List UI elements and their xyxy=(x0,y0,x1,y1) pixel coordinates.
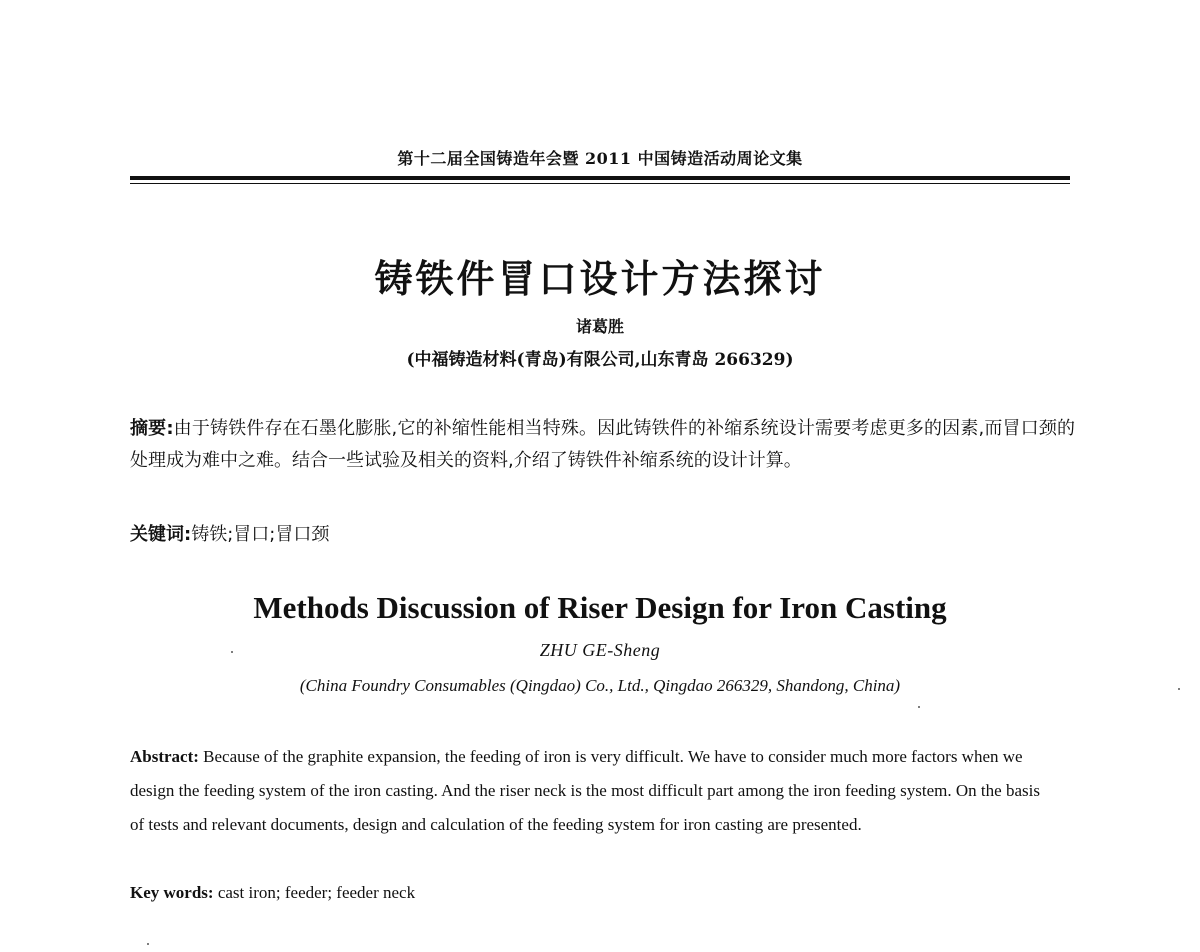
english-keywords-text: cast iron; feeder; feeder neck xyxy=(213,883,416,902)
chinese-abstract-text: 由于铸铁件存在石墨化膨胀,它的补缩性能相当特殊。因此铸铁件的补缩系统设计需要考虑更多的因素,而冒口颈的处理成为难中之难。结合一些试验及相关的资料,介绍了铸铁件补缩系统的设计计算。 xyxy=(130,418,1075,471)
header-rule-thick xyxy=(130,176,1070,180)
english-title: Methods Discussion of Riser Design for Iron Casting xyxy=(253,590,947,625)
english-abstract-text: Because of the graphite expansion, the feeding of iron is very difficult. We have to consider much more factors when we design the feeding system of the iron casting. And the riser neck is the most difficult part among the iron feeding system. On the basis of tests and relevant documents, design and calculation of the feeding system for iron casting are presented. xyxy=(130,747,1040,834)
english-keywords xyxy=(130,876,1050,910)
chinese-author: 诸葛胜 xyxy=(575,317,624,336)
chinese-abstract xyxy=(130,413,1075,477)
chinese-title: 铸铁件冒口设计方法探讨 xyxy=(374,257,826,301)
english-affiliation: (China Foundry Consumables (Qingdao) Co., Ltd., Qingdao 266329, Shandong, China) xyxy=(299,676,901,695)
chinese-keywords xyxy=(130,519,1070,551)
scan-speck xyxy=(231,651,233,653)
english-keywords-label: Key words: xyxy=(130,883,214,902)
header-rule-thin xyxy=(130,183,1070,184)
running-header: 第十二届全国铸造年会暨 2011 中国铸造活动周论文集 xyxy=(397,149,803,168)
scan-speck xyxy=(918,706,920,708)
chinese-abstract-label: 摘要: xyxy=(130,418,174,439)
scan-speck xyxy=(147,943,149,945)
chinese-keywords-text: 铸铁;冒口;冒口颈 xyxy=(191,524,330,545)
english-abstract xyxy=(130,740,1050,842)
english-abstract-label: Abstract: xyxy=(130,747,199,766)
scan-speck xyxy=(1178,688,1180,690)
chinese-affiliation: (中福铸造材料(青岛)有限公司,山东青岛 266329) xyxy=(406,350,794,370)
chinese-keywords-label: 关键词: xyxy=(130,524,192,545)
english-author: ZHU GE-Sheng xyxy=(539,640,661,660)
